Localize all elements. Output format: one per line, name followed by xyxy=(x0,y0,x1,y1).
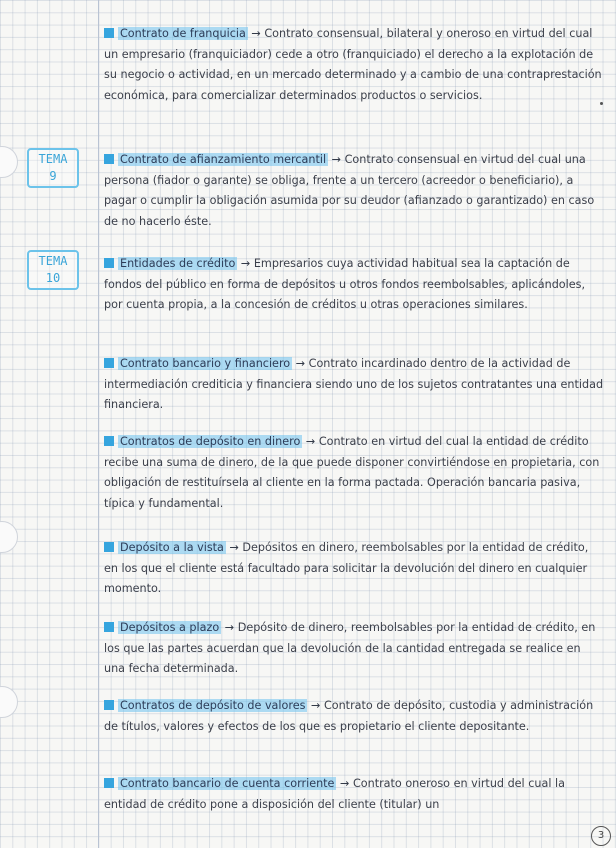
entry-afianzamiento xyxy=(104,150,604,232)
entry-deposito-valores xyxy=(104,696,604,737)
arrow-icon: → xyxy=(331,153,342,166)
page-number: 3 xyxy=(591,826,611,846)
arrow-icon: → xyxy=(224,621,235,634)
bullet-icon xyxy=(104,258,114,268)
binder-hole xyxy=(0,146,18,178)
tema-label-text: TEMA xyxy=(38,254,68,268)
bullet-icon xyxy=(104,778,114,788)
entry-entidades-credito xyxy=(104,254,604,316)
tema-label-10 xyxy=(27,250,79,290)
entry-term: Contrato bancario y financiero xyxy=(120,357,291,370)
entry-term: Contrato bancario de cuenta corriente xyxy=(120,777,335,790)
arrow-icon: → xyxy=(305,435,316,448)
entry-deposito-dinero xyxy=(104,432,604,514)
arrow-icon: → xyxy=(240,257,251,270)
tema-label-number: 9 xyxy=(49,169,57,183)
binder-hole xyxy=(0,521,18,553)
tema-label-text: TEMA xyxy=(38,152,68,166)
entry-term: Contratos de depósito en dinero xyxy=(120,435,301,448)
entry-deposito-plazo xyxy=(104,618,604,680)
arrow-icon: → xyxy=(311,699,321,712)
arrow-icon: → xyxy=(340,777,350,790)
bullet-icon xyxy=(104,154,114,164)
entry-definition: Contrato incardinado dentro de la actividad de intermediación crediticia y financiera siendo uno de los sujetos contratantes una entidad financiera. xyxy=(104,357,604,411)
bullet-icon xyxy=(104,542,114,552)
tema-label-number: 10 xyxy=(45,271,61,285)
bullet-icon xyxy=(104,700,114,710)
entry-definition: Contrato de depósito, custodia y administración de títulos, valores y efectos de los que es propietario el cliente depositante. xyxy=(104,699,594,733)
entry-definition: Depósitos en dinero, reembolsables por la entidad de crédito, en los que el cliente está facultado para solicitar la devolución del dinero en cualquier momento. xyxy=(104,541,589,595)
entry-definition: Contrato en virtud del cual la entidad de crédito recibe una suma de dinero, de la que puede disponer convirtiéndose en propietaria, con obligación de restituírsela al cliente en la forma pactada. Operación bancaria pasiva, típica y fundamental. xyxy=(104,435,600,510)
entry-definition: Contrato oneroso en virtud del cual la entidad de crédito pone a disposición del cliente (titular) un xyxy=(104,777,565,811)
binder-hole xyxy=(0,686,18,718)
margin-line xyxy=(98,0,99,848)
bullet-icon xyxy=(104,358,114,368)
bullet-icon xyxy=(104,436,114,446)
entry-contrato-franquicia xyxy=(104,24,604,106)
arrow-icon: → xyxy=(229,541,239,554)
entry-term: Contrato de afianzamiento mercantil xyxy=(120,153,327,166)
entry-term: Depósito a la vista xyxy=(120,541,224,554)
entry-definition: Empresarios cuya actividad habitual sea la captación de fondos del público en forma de depósitos u otros fondos reembolsables, aplicándoles, por cuenta propia, a la concesión de créditos u otras operaciones similares. xyxy=(104,257,586,311)
entry-definition: Depósito de dinero, reembolsables por la entidad de crédito, en los que las partes acuerdan que la devolución de la cantidad entregada se realice en una fecha determinada. xyxy=(104,621,596,675)
tema-label-9 xyxy=(27,148,79,188)
bullet-icon xyxy=(104,28,114,38)
entry-contrato-bancario xyxy=(104,354,604,416)
entry-definition: Contrato consensual, bilateral y oneroso en virtud del cual un empresario (franquiciador) cede a otro (franquiciado) el derecho a la explotación de su negocio o actividad, en un mercado determinado y a cambio de una contraprestación económica, para comercializar determinados productos o servicios. xyxy=(104,27,602,102)
bullet-icon xyxy=(104,622,114,632)
entry-term: Contratos de depósito de valores xyxy=(120,699,306,712)
arrow-icon: → xyxy=(295,357,306,370)
entry-definition: Contrato consensual en virtud del cual una persona (fiador o garante) se obliga, frente a un tercero (acreedor o beneficiario), a pagar o cumplir la obligación asumida por su deudor (afianzado o garantizado) en caso de no hacerlo éste. xyxy=(104,153,595,228)
entry-term: Entidades de crédito xyxy=(120,257,236,270)
entry-cuenta-corriente xyxy=(104,774,604,815)
entry-term: Contrato de franquicia xyxy=(120,27,246,40)
arrow-icon: → xyxy=(251,27,261,40)
entry-deposito-vista xyxy=(104,538,604,600)
entry-term: Depósitos a plazo xyxy=(120,621,220,634)
